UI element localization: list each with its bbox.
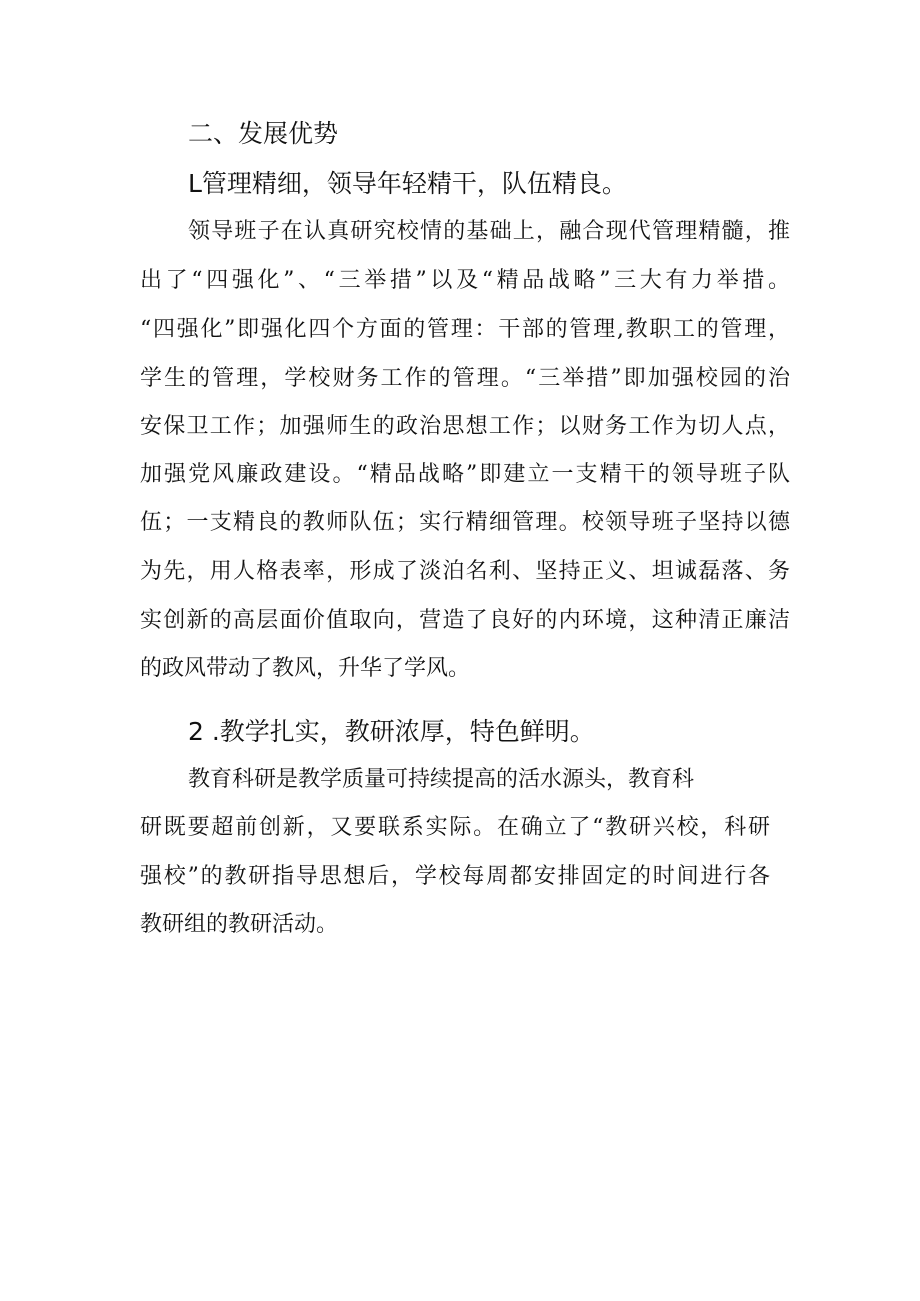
paragraph-line: 教研组的教研活动。	[140, 912, 339, 937]
paragraph-line: 学生的管理，学校财务工作的管理。“三举措”即加强校园的治	[140, 366, 790, 391]
paragraph-line: 安保卫工作；加强师生的政治思想工作；以财务工作为切人点，	[140, 414, 790, 439]
paragraph-line: 强校”的教研指导思想后，学校每周都安排固定的时间进行各	[140, 864, 770, 889]
paragraph-line: “四强化”即强化四个方面的管理：干部的管理,教职工的管理，	[140, 317, 790, 342]
paragraph-line: 研既要超前创新，又要联系实际。在确立了“教研兴校，科研	[140, 815, 770, 840]
paragraph-line: 伍；一支精良的教师队伍；实行精细管理。校领导班子坚持以德	[140, 510, 790, 535]
paragraph-line: 领导班子在认真研究校情的基础上，融合现代管理精髓，推	[188, 219, 790, 244]
paragraph-line: 实创新的高层面价值取向，营造了良好的内环境，这种清正廉洁	[140, 608, 790, 633]
paragraph-line: 教育科研是教学质量可持续提高的活水源头，教育科	[188, 767, 695, 792]
paragraph-line: 出了“四强化”、“三举措”以及“精品战略”三大有力举措。	[140, 268, 790, 293]
subsection-1-heading: L管理精细，领导年轻精干，队伍精良。	[188, 169, 627, 198]
subsection-2-heading: 2 .教学扎实，教研浓厚，特色鲜明。	[188, 717, 595, 746]
section-heading: 二、发展优势	[188, 119, 339, 148]
paragraph-line: 的政风带动了教风，升华了学风。	[140, 656, 471, 681]
paragraph-line: 加强党风廉政建设。“精品战略”即建立一支精干的领导班子队	[140, 462, 790, 487]
paragraph-line: 为先，用人格表率，形成了淡泊名利、坚持正义、坦诚磊落、务	[140, 559, 790, 584]
